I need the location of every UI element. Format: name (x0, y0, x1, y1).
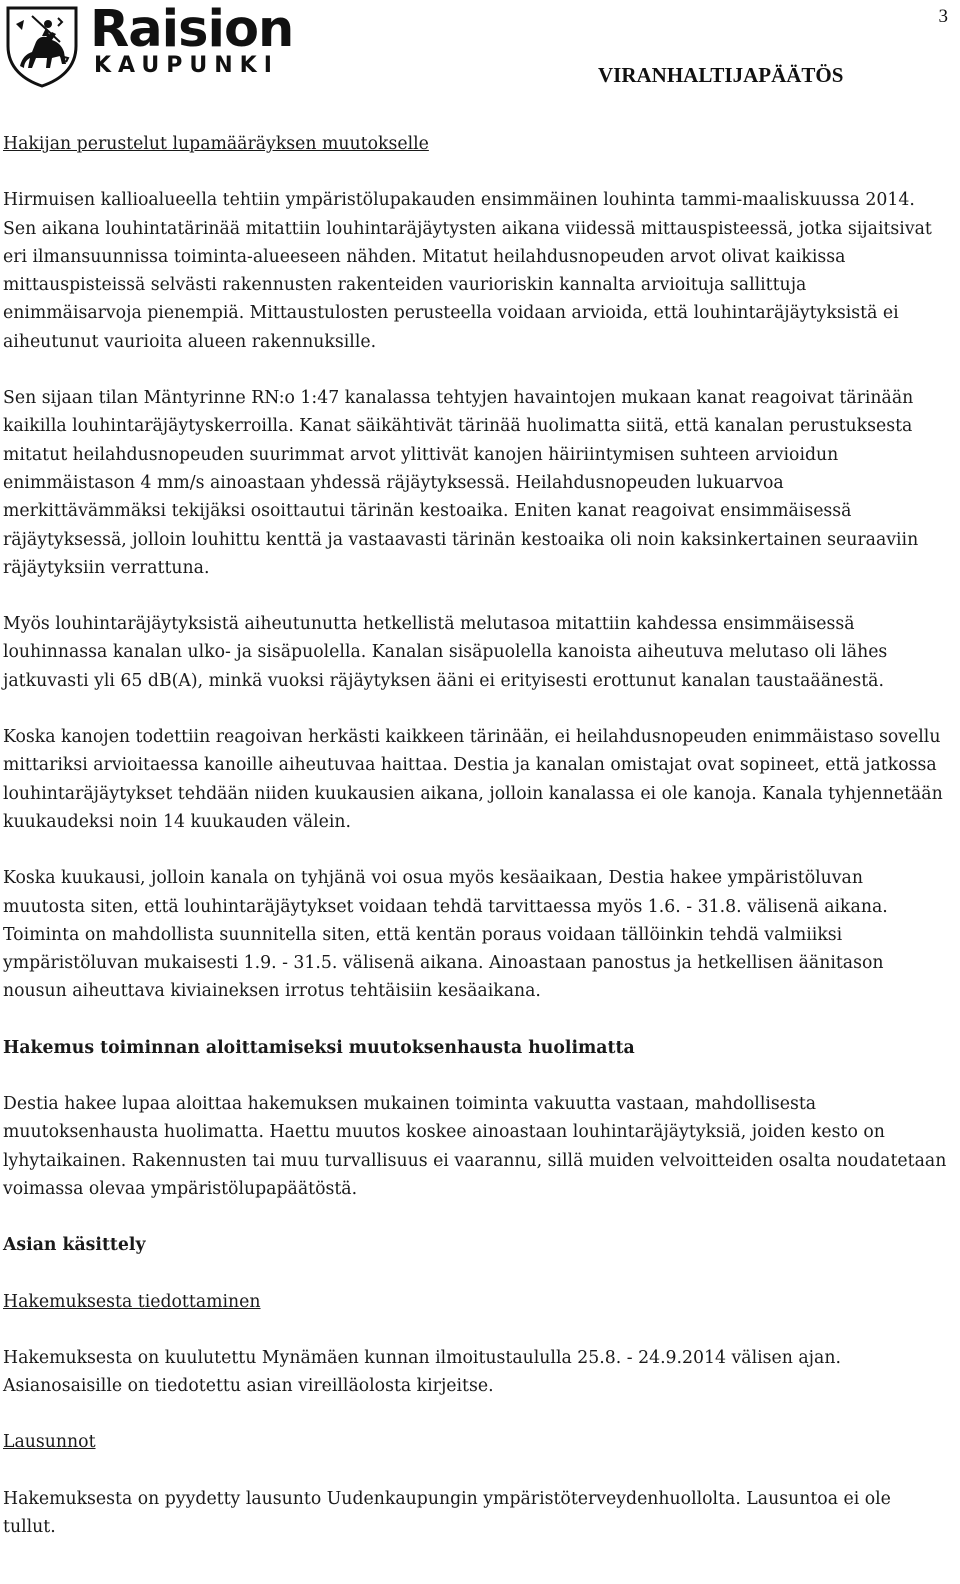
city-logo (2, 2, 302, 90)
application-heading: Hakemus toiminnan aloittamiseksi muutoksenhausta huolimatta (3, 1037, 635, 1058)
application-paragraph: Destia hakee lupaa aloittaa hakemuksen mukainen toiminta vakuutta vastaan, mahdollisesta muutoksenhausta huolimatta. Haettu muutos koskee ainoastaan louhintaräjäytyksiä, joiden kesto on lyhytaikainen. Rakennusten tai muu turvallisuus ei vaarannu, sillä muiden velvoitteiden osalta noudatetaan voimassa olevaa ympäristölupapäätöstä. (3, 1094, 947, 1199)
page-number: 3 (938, 6, 948, 27)
notification-paragraph: Hakemuksesta on kuulutettu Mynämäen kunnan ilmoitustaululla 25.8. - 24.9.2014 välisen ajan. Asianosaisille on tiedotettu asian vireilläolosta kirjeitse. (3, 1347, 841, 1397)
logo-subtitle: KAUPUNKI (94, 53, 279, 78)
coat-of-arms-icon (2, 2, 82, 88)
paragraph: Koska kanojen todettiin reagoivan herkästi kaikkeen tärinään, ei heilahdusnopeuden enimmäistaso sovellu mittariksi arvioitaessa kanoille aiheutuvaa haittaa. Destia ja kanalan omistajat ovat sopineet, että jatkossa louhintaräjäytykset tehdään niiden kuukausien aikana, jolloin kanalassa ei ole kanoja. Kanala tyhjennetään kuukaudeksi noin 14 kuukauden välein. (3, 727, 943, 832)
statements-heading: Lausunnot (3, 1432, 96, 1453)
paragraph: Sen sijaan tilan Mäntyrinne RN:o 1:47 kanalassa tehtyjen havaintojen mukaan kanat reagoivat tärinään kaikilla louhintaräjäytyskerroilla. Kanat säikähtivät tärinää huolimatta siitä, että kanalan perustuksesta mitatut heilahdusnopeuden suurimmat arvot ylittivät kanojen häiriintymisen suhteen arvioidun enimmäistason 4 mm/s ainoastaan yhdessä räjäytyksessä. Heilahdusnopeuden lukuarvoa merkittävämmäksi tekijäksi osoittautui tärinän kestoaika. Eniten kanat reagoivat ensimmäisessä räjäytyksessä, jolloin louhittu kenttä ja vastaavasti tärinän kestoaika oli noin kaksinkertainen seuraaviin räjäytyksiin verrattuna. (3, 388, 919, 578)
document-type: VIRANHALTIJAPÄÄTÖS (598, 63, 844, 87)
statements-paragraph: Hakemuksesta on pyydetty lausunto Uudenkaupungin ympäristöterveydenhuollolta. Lausuntoa ei ole tullut. (3, 1488, 891, 1537)
paragraph: Myös louhintaräjäytyksistä aiheutunutta hetkellistä melutasoa mitattiin kahdessa ensimmäisessä louhinnassa kanalan ulko- ja sisäpuolella. Kanalan sisäpuolella kanoista aiheutuva melutaso oli lähes jatkuvasti yli 65 dB(A), minkä vuoksi räjäytyksen ääni ei erityisesti erottunut kanalan taustaäänestä. (3, 614, 888, 691)
logo-city-name: Raision (90, 0, 294, 59)
paragraph: Koska kuukausi, jolloin kanala on tyhjänä voi osua myös kesäaikaan, Destia hakee ympäristöluvan muutosta siten, että louhintaräjäytykset voidaan tehdä tarvittaessa myös 1.6. - 31.8. välisenä aikana. Toiminta on mahdollista suunnitella siten, että kentän poraus voidaan tällöinkin tehdä valmiiksi ympäristöluvan mukaisesti 1.9. - 31.5. välisenä aikana. Ainoastaan panostus ja hetkellisen äänitason nousun aiheuttava kiviaineksen irrotus tehtäisiin kesäaikana. (3, 868, 888, 1002)
page-header (0, 0, 960, 100)
justification-heading: Hakijan perustelut lupamääräyksen muutokselle (3, 134, 429, 154)
notification-heading: Hakemuksesta tiedottaminen (3, 1291, 261, 1312)
paragraph: Hirmuisen kallioalueella tehtiin ympäristölupakauden ensimmäinen louhinta tammi-maaliskuussa 2014. Sen aikana louhintatärinää mitattiin louhintaräjäytysten aikana viidessä mittauspisteessä, jotka sijaitsivat eri ilmansuunnissa toiminta-alueeseen nähden. Mitatut heilahdusnopeuden arvot olivat kaikissa mittauspisteissä selvästi rakennusten rakenteiden vaurioriskin kannalta arvioituja sallittuja enimmäisarvoja pienempiä. Mittaustulosten perusteella voidaan arvioida, että louhintaräjäytyksistä ei aiheutunut vaurioita alueen rakennuksille. (3, 190, 932, 352)
document-body (3, 130, 948, 1569)
processing-heading: Asian käsittely (3, 1235, 146, 1256)
